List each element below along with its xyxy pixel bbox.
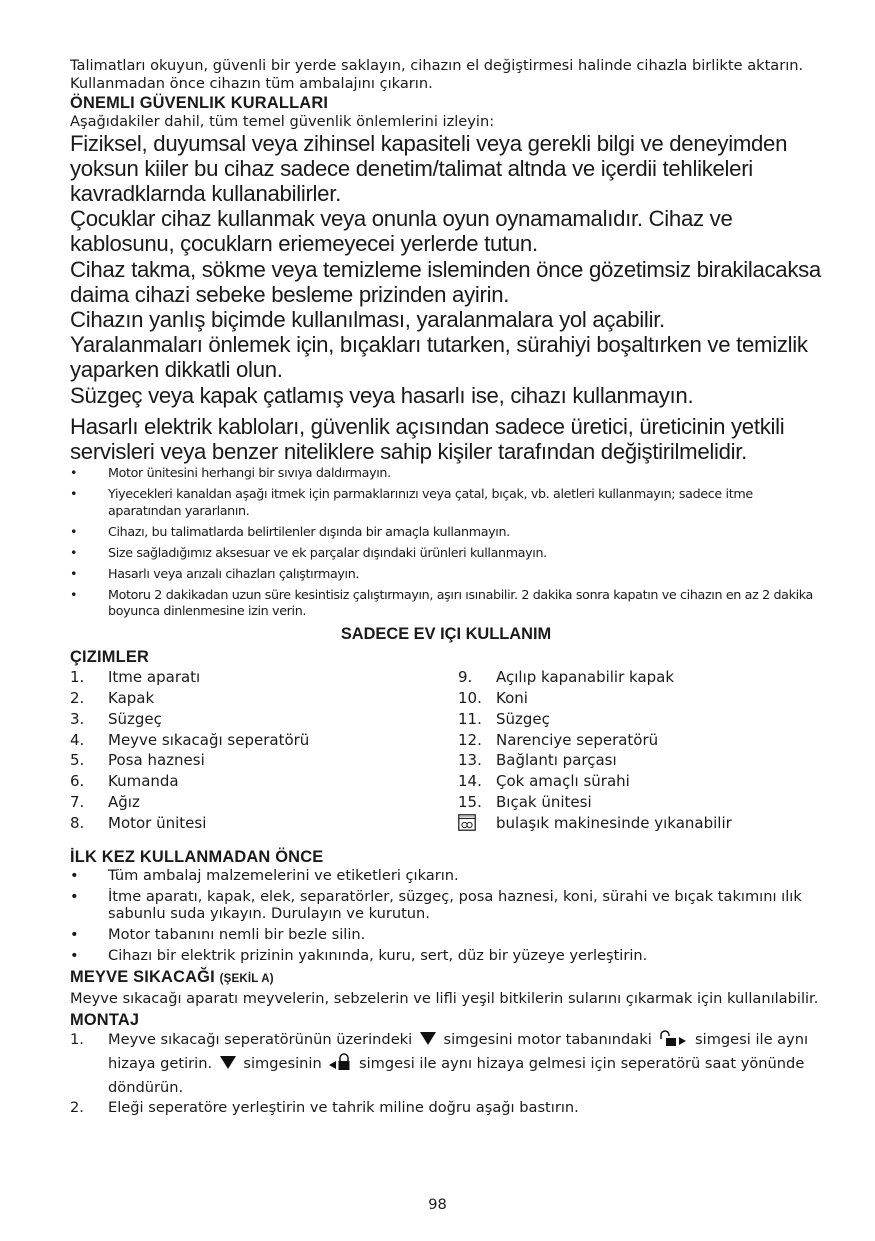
intro-text: Talimatları okuyun, güvenli bir yerde saklayın, cihazın el değiştirmesi halinde cihazla birlikte aktarın. Kullanmadan önce cihazın tüm ambalajını çıkarın. [70, 57, 804, 92]
juicer-heading-note: (ŞEKİL A) [219, 973, 274, 986]
safety-paragraph: Çocuklar cihaz kullanmak veya onunla oyun oynamamalıdır. Cihaz ve kablosunu, çocuklarn eriemeyecei yerlerde tutun. [70, 206, 733, 257]
list-item: • Motor tabanını nemli bir bezle silin. [70, 926, 822, 944]
item-number: 4. [70, 730, 85, 749]
item-number: 1. [70, 668, 85, 687]
list-item: • Motoru 2 dakikadan uzun süre kesintisiz çalıştırmayın, aşırı ısınabilir. 2 dakika sonra kapatın ve cihazın en az 2 dakika boyunca dinlenmesine izin verin. [70, 587, 822, 620]
step-text-part: simgesinin [243, 1055, 322, 1073]
assembly-step [70, 1098, 822, 1119]
list-item [70, 709, 458, 730]
step-text-part: Meyve sıkacağı seperatörünün üzerindeki [108, 1030, 413, 1048]
item-number: 8. [70, 813, 85, 832]
item-label: Ağız [108, 793, 140, 812]
parts-column-right [458, 667, 822, 833]
item-label: Narenciye seperatörü [496, 730, 659, 749]
item-number: 2. [70, 689, 85, 708]
assembly-steps [70, 1030, 822, 1119]
assembly-step [70, 1030, 822, 1099]
item-label: Bıçak ünitesi [496, 793, 592, 812]
list-item [70, 667, 458, 688]
list-item [70, 792, 458, 813]
item-number: 5. [70, 751, 85, 770]
item-label: Bağlantı parçası [496, 751, 617, 770]
list-item: • Hasarlı veya arızalı cihazları çalıştırmayın. [70, 566, 822, 583]
item-label: Süzgeç [496, 709, 550, 728]
dishwasher-icon [458, 813, 496, 834]
triangle-down-icon [220, 1056, 236, 1069]
list-item [70, 750, 458, 771]
item-number: 7. [70, 793, 85, 812]
step-text-part: simgesi ile aynı hizaya getirin. [108, 1030, 809, 1073]
item-label: Kapak [108, 689, 155, 708]
list-item [458, 667, 822, 688]
step-text-part: simgesini motor tabanındaki [443, 1030, 652, 1048]
safety-heading: ÖNEMLI GÜVENLIK KURALLARI [70, 94, 329, 112]
item-label: Kumanda [108, 772, 179, 791]
list-item: • Tüm ambalaj malzemelerini ve etiketleri çıkarın. [70, 867, 822, 885]
item-number: 3. [70, 709, 85, 728]
juicer-heading [70, 967, 822, 989]
list-item [458, 771, 822, 792]
safety-paragraph: Cihaz takma, sökme veya temizleme isleminden önce gözetimsiz birakilacaksa daima cihazi sebeke besleme prizinden ayirin. [70, 256, 821, 307]
list-item [70, 813, 458, 834]
lock-icon [328, 1053, 352, 1078]
step-text-part: simgesi ile aynı hizaya gelmesi için seperatörü saat yönünde döndürün. [108, 1055, 805, 1096]
list-item: • İtme aparatı, kapak, elek, separatörler, süzgeç, posa haznesi, koni, sürahi ve bıçak takımını ılık sabunlu suda yıkayın. Durulayın ve kurutun. [70, 888, 822, 923]
safety-paragraph: Hasarlı elektrik kabloları, güvenlik açısından sadece üretici, üreticinin yetkili servisleri veya benzer niteliklere sahip kişiler tarafından değiştirilmelidir. [70, 413, 785, 464]
item-label: Motor ünitesi [108, 813, 207, 832]
parts-list [70, 667, 822, 833]
juicer-text: Meyve sıkacağı aparatı meyvelerin, sebzelerin ve lifli yeşil bitkilerin sularını çıkarmak için kullanılabilir. [70, 990, 819, 1008]
page-number: 98 [428, 1196, 447, 1213]
item-number: 15. [458, 793, 482, 812]
safety-lead: Aşağıdakiler dahil, tüm temel güvenlik önlemlerini izleyin: [70, 113, 495, 130]
item-number: 11. [458, 709, 482, 728]
item-label: Süzgeç [108, 709, 162, 728]
item-number: 12. [458, 730, 482, 749]
step-number: 2. [70, 1099, 84, 1117]
list-item [458, 709, 822, 730]
household-use-heading: SADECE EV IÇI KULLANIM [340, 625, 552, 644]
step-text: Eleği seperatöre yerleştirin ve tahrik miline doğru aşağı bastırın. [108, 1099, 579, 1117]
list-item [70, 730, 458, 751]
item-number: 9. [458, 668, 473, 687]
list-item [70, 771, 458, 792]
juicer-heading-text: MEYVE SIKACAĞI [70, 968, 215, 987]
item-label: bulaşık makinesinde yıkanabilir [496, 813, 732, 832]
first-use-heading: İLK KEZ KULLANMADAN ÖNCE [70, 847, 324, 866]
item-label: Posa haznesi [108, 751, 205, 770]
item-label: Meyve sıkacağı seperatörü [108, 730, 310, 749]
item-number: 6. [70, 772, 85, 791]
list-item: • Cihazı bir elektrik prizinin yakınında, kuru, sert, düz bir yüzeye yerleştirin. [70, 947, 822, 965]
safety-paragraph: Cihazın yanlış biçimde kullanılması, yaralanmalara yol açabilir. [70, 306, 665, 332]
triangle-down-icon [420, 1032, 436, 1045]
unlock-icon [658, 1030, 688, 1054]
parts-column-left [70, 667, 458, 833]
safety-large-text [70, 131, 822, 465]
manual-page [70, 57, 822, 1119]
assembly-heading: MONTAJ [70, 1010, 140, 1029]
item-label: Çok amaçlı sürahi [496, 772, 630, 791]
list-item [458, 750, 822, 771]
item-label: Açılıp kapanabilir kapak [496, 668, 675, 687]
list-item [458, 792, 822, 813]
safety-bullet-list [70, 465, 822, 620]
list-item: • Yiyecekleri kanaldan aşağı itmek için parmaklarınızı veya çatal, bıçak, vb. aletleri kullanmayın; sadece itme aparatından yararlanın. [70, 486, 822, 519]
item-number: 10. [458, 689, 482, 708]
list-item [458, 813, 822, 834]
list-item: • Motor ünitesini herhangi bir sıvıya daldırmayın. [70, 465, 822, 482]
safety-paragraph: Yaralanmaları önlemek için, bıçakları tutarken, sürahiyi boşaltırken ve temizlik yaparken dikkatli olun. [70, 332, 808, 383]
list-item: • Cihazı, bu talimatlarda belirtilenler dışında bir amaçla kullanmayın. [70, 524, 822, 541]
step-text [108, 1030, 822, 1099]
safety-paragraph: Süzgeç veya kapak çatlamış veya hasarlı ise, cihazı kullanmayın. [70, 382, 694, 408]
first-use-list [70, 867, 822, 965]
list-item [70, 688, 458, 709]
list-item [458, 688, 822, 709]
drawings-heading: ÇIZIMLER [70, 648, 149, 667]
step-number: 1. [70, 1030, 84, 1048]
list-item [458, 730, 822, 751]
item-label: Itme aparatı [108, 668, 201, 687]
item-label: Koni [496, 689, 528, 708]
item-number: 14. [458, 772, 482, 791]
safety-paragraph: Fiziksel, duyumsal veya zihinsel kapasiteli veya gerekli bilgi ve deneyimden yoksun kiiler bu cihaz sadece denetim/talimat altnda ve içerdii tehlikeleri kavradklarnda kullanabilirler. [70, 130, 788, 206]
list-item: • Size sağladığımız aksesuar ve ek parçalar dışındaki ürünleri kullanmayın. [70, 545, 822, 562]
item-number: 13. [458, 751, 482, 770]
